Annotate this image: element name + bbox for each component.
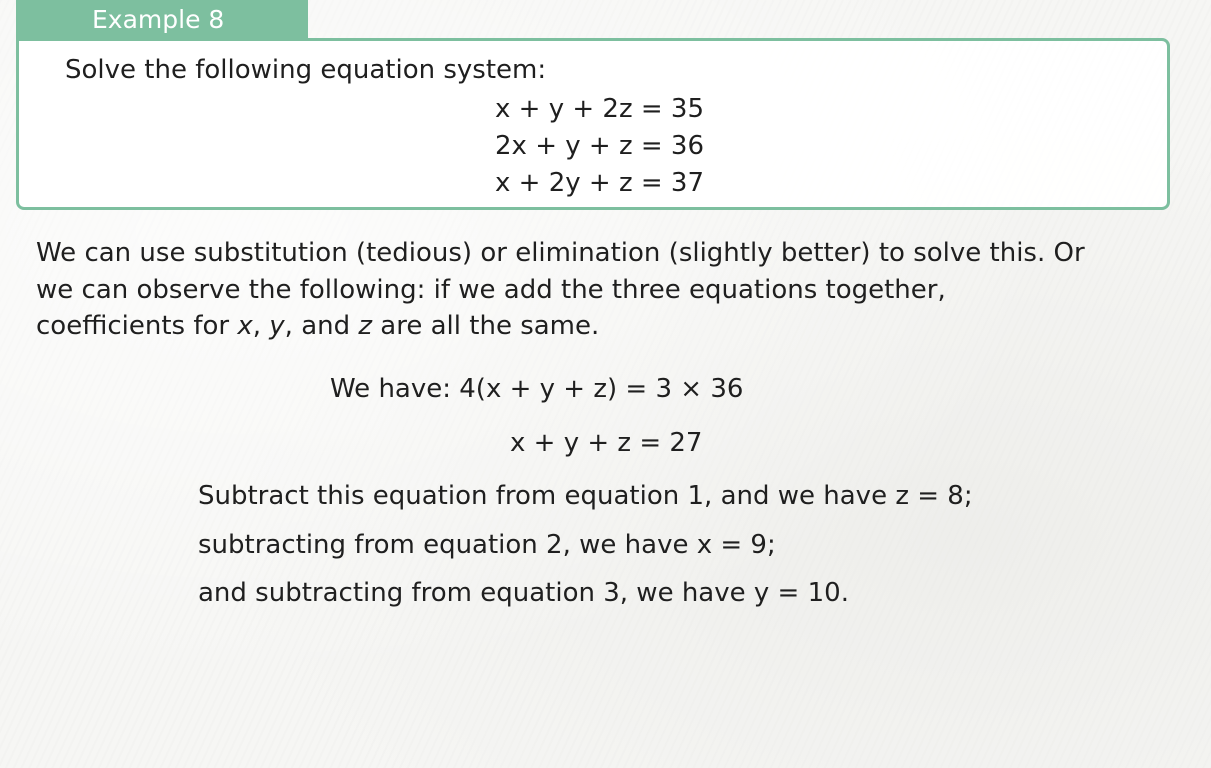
var-y: y bbox=[269, 311, 285, 341]
explanation-paragraph bbox=[36, 235, 1166, 345]
example-tab bbox=[16, 0, 308, 38]
step-3 bbox=[198, 578, 849, 608]
step-3-text: and subtracting from equation 3, we have bbox=[198, 578, 754, 608]
equation-2: 2x + y + z = 36 bbox=[495, 131, 704, 161]
explanation-line-3 bbox=[36, 308, 1166, 345]
step-1 bbox=[198, 481, 973, 511]
step-2 bbox=[198, 530, 776, 560]
we-have-label: We have: bbox=[330, 374, 460, 404]
example-label: Example 8 bbox=[92, 5, 225, 34]
equation-1: x + y + 2z = 35 bbox=[495, 94, 704, 124]
sum-equation-line bbox=[330, 374, 743, 404]
step-3-result: y = 10 bbox=[753, 578, 841, 608]
equation-system bbox=[495, 91, 704, 202]
explanation-line-3-end: are all the same. bbox=[372, 311, 600, 341]
step-3-period: . bbox=[840, 578, 849, 608]
step-2-text: subtracting from equation 2, we have bbox=[198, 530, 697, 560]
step-1-result: z = 8 bbox=[895, 481, 964, 511]
example-box bbox=[16, 38, 1170, 210]
step-2-result: x = 9 bbox=[696, 530, 767, 560]
simplified-equation: x + y + z = 27 bbox=[510, 428, 703, 458]
step-1-semicolon: ; bbox=[963, 481, 973, 511]
var-x: x bbox=[237, 311, 253, 341]
step-2-semicolon: ; bbox=[766, 530, 776, 560]
sum-equation: 4(x + y + z) = 3 × 36 bbox=[459, 374, 744, 404]
explanation-line-1: We can use substitution (tedious) or elimination (slightly better) to solve this. Or bbox=[36, 238, 1085, 268]
separator-2: , and bbox=[284, 311, 359, 341]
explanation-line-3-start: coefficients for bbox=[36, 311, 238, 341]
separator-1: , bbox=[252, 311, 270, 341]
var-z: z bbox=[358, 311, 373, 341]
equation-3: x + 2y + z = 37 bbox=[495, 168, 704, 198]
step-1-text: Subtract this equation from equation 1, and we have bbox=[198, 481, 896, 511]
explanation-line-2: we can observe the following: if we add the three equations together, bbox=[36, 274, 946, 305]
problem-prompt: Solve the following equation system: bbox=[65, 55, 547, 85]
